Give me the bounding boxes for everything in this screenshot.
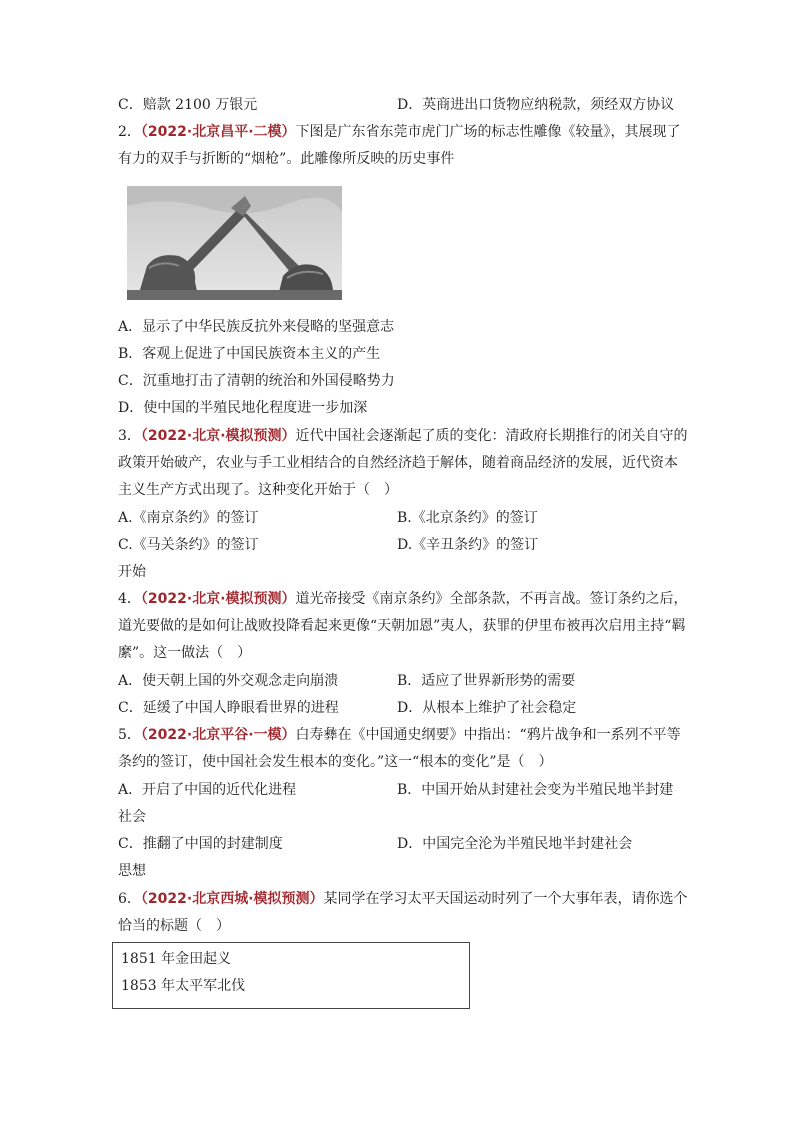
q5-stray-text: 思想 — [118, 863, 146, 879]
q5-stem-line-2: 条约的签订，使中国社会发生根本的变化。”这一“根本的变化”是（ ） — [118, 754, 553, 770]
q6-stem-line-2: 恰当的标题（ ） — [118, 918, 230, 934]
q3-option-c: C.《马关条约》的签订 — [118, 537, 259, 553]
q2-number: 2． — [118, 124, 141, 140]
q2-option-b: B．客观上促进了中国民族资本主义的产生 — [118, 346, 381, 362]
q6-stem-line-1 — [118, 889, 688, 909]
q4-stem-line-1 — [118, 589, 688, 609]
q4-option-d: D．从根本上维护了社会稳定 — [397, 700, 577, 716]
q5-option-c: C．推翻了中国的封建制度 — [118, 836, 283, 852]
q2-option-a: A．显示了中华民族反抗外来侵略的坚强意志 — [118, 319, 395, 335]
q2-source: （2022·北京昌平·二模） — [140, 124, 296, 140]
q5-stem-line-1 — [118, 725, 681, 745]
q3-option-a: A.《南京条约》的签订 — [118, 510, 259, 526]
q2-stem-line-2: 有力的双手与折断的“烟枪”。此雕像所反映的历史事件 — [118, 151, 455, 167]
timeline-table — [112, 942, 470, 1009]
q3-stem-line-1 — [118, 426, 688, 446]
statue-photo — [127, 186, 342, 300]
q3-stem-line-3: 主义生产方式出现了。这种变化开始于（ ） — [118, 482, 398, 498]
q1-option-d: D．英商进出口货物应纳税款，须经双方协议 — [397, 97, 675, 113]
q5-number: 5． — [118, 727, 141, 743]
q6-source: （2022·北京西城·模拟预测） — [140, 891, 324, 907]
q3-stray-text: 开始 — [118, 564, 146, 580]
q6-number: 6． — [118, 891, 141, 907]
q5-option-b-continued: 社会 — [118, 809, 146, 825]
q5-option-a: A．开启了中国的近代化进程 — [118, 782, 297, 798]
timeline-entry: 1853 年太平军北伐 — [121, 978, 246, 994]
q4-source: （2022·北京·模拟预测） — [140, 591, 296, 607]
q4-option-a: A．使天朝上国的外交观念走向崩溃 — [118, 673, 339, 689]
q6-stem-1: 某同学在学习太平天国运动时列了一个大事年表，请你选个 — [323, 891, 688, 907]
q2-option-c: C．沉重地打击了清朝的统治和外国侵略势力 — [118, 373, 395, 389]
q3-number: 3． — [118, 428, 141, 444]
q4-stem-line-2: 道光要做的是如何让战败投降看起来更像“天朝加恩”夷人，获罪的伊里布被再次启用主持“羁 — [118, 618, 686, 634]
q2-option-d: D．使中国的半殖民地化程度进一步加深 — [118, 400, 368, 416]
timeline-entry: 1851 年金田起义 — [121, 951, 232, 967]
q4-option-c: C．延缓了中国人睁眼看世界的进程 — [118, 700, 339, 716]
q4-stem-1: 道光帝接受《南京条约》全部条款，不再言战。签订条约之后， — [295, 591, 688, 607]
q2-stem-line-1 — [118, 122, 681, 142]
q4-number: 4． — [118, 591, 141, 607]
q5-option-b: B．中国开始从封建社会变为半殖民地半封建 — [397, 782, 674, 798]
q5-option-d: D．中国完全沦为半殖民地半封建社会 — [397, 836, 633, 852]
q5-stem-1: 白寿彝在《中国通史纲要》中指出：“鸦片战争和一系列不平等 — [295, 727, 681, 743]
q3-option-d: D.《辛丑条约》的签订 — [397, 537, 539, 553]
q1-option-c: C．赔款 2100 万银元 — [118, 97, 258, 113]
q3-source: （2022·北京·模拟预测） — [140, 428, 296, 444]
q3-option-b: B.《北京条约》的签订 — [397, 510, 538, 526]
q5-source: （2022·北京平谷·一模） — [140, 727, 296, 743]
q4-stem-line-3: 縻”。这一做法（ ） — [118, 645, 252, 661]
q3-stem-1: 近代中国社会逐渐起了质的变化：清政府长期推行的闭关自守的 — [295, 428, 688, 444]
q2-stem-1: 下图是广东省东莞市虎门广场的标志性雕像《较量》，其展现了 — [295, 124, 681, 140]
q3-stem-line-2: 政策开始破产，农业与手工业相结合的自然经济趋于解体，随着商品经济的发展，近代资本 — [118, 455, 678, 471]
q4-option-b: B．适应了世界新形势的需要 — [397, 673, 576, 689]
